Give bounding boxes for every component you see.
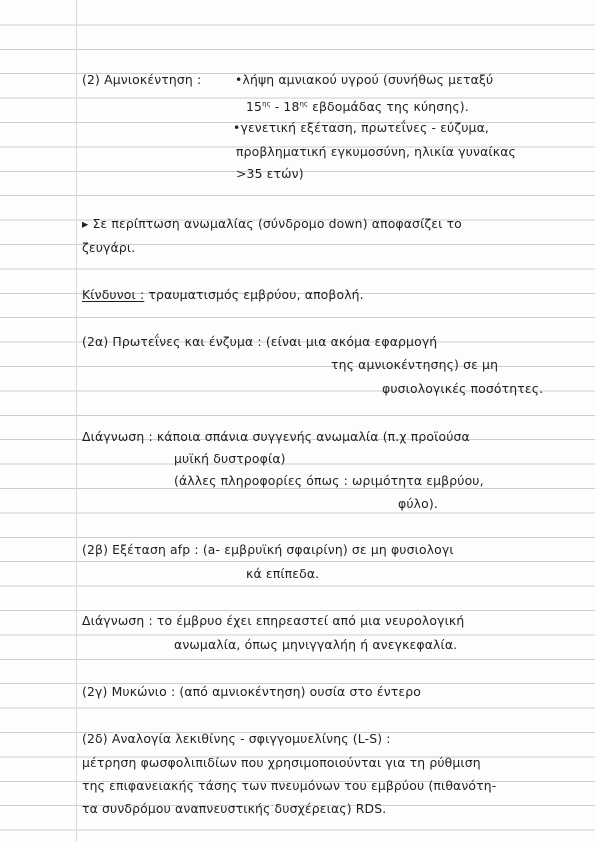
diagnosis-1-line-4: φύλο).	[398, 496, 438, 511]
section-2-item-2-line-2: προβληματική εγκυμοσύνη, ηλικία γυναίκας	[236, 144, 516, 159]
diagnosis-1-line-3: (άλλες πληροφορίες όπως : ωριμότητα εμβρύου,	[174, 473, 484, 488]
diagnosis-1-line-1: Διάγνωση : κάποια σπάνια συγγενής ανωμαλία (π.χ προϊούσα	[82, 429, 470, 444]
section-2d-line-2: μέτρηση φωσφολιπιδίων που χρησιμοποιούνται για τη ρύθμιση	[82, 755, 481, 770]
margin-line	[76, 0, 77, 842]
risks-label: Κίνδυνοι :	[82, 287, 145, 302]
section-2d-line-4: τα συνδρόμου αναπνευστικής δυσχέρειας) RDS.	[82, 801, 387, 816]
diagnosis-1-line-2: μυϊκή δυστροφία)	[174, 451, 286, 466]
section-2a-line-3: φυσιολογικές ποσότητες.	[382, 381, 544, 396]
diagnosis-2-line-1: Διάγνωση : το έμβρυο έχει επηρεαστεί από μια νευρολογική	[82, 613, 465, 628]
section-2-title: (2) Αμνιοκέντηση :	[82, 72, 202, 87]
risks-line	[82, 287, 364, 303]
section-2b-line-2: κά επίπεδα.	[246, 566, 320, 581]
section-2-item-2-line-1: •γενετική εξέταση, πρωτεΐνες - εύζυμα,	[233, 120, 489, 135]
risks-text: τραυματισμός εμβρύου, αποβολή.	[148, 287, 364, 302]
section-2-item-1-line-1: •λήψη αμνιακού υγρού (συνήθως μεταξύ	[235, 72, 494, 87]
section-2b-line-1: (2β) Εξέταση afp : (a- εμβρυϊκή σφαιρίνη) σε μη φυσιολογι	[82, 542, 454, 557]
section-2-item-2-line-3: >35 ετών)	[236, 166, 304, 181]
anomaly-note-line-1: ▸ Σε περίπτωση ανωμαλίας (σύνδρομο down) αποφασίζει το	[82, 216, 462, 231]
section-2g-line: (2γ) Μυκώνιο : (από αμνιοκέντηση) ουσία στο έντερο	[82, 684, 422, 699]
anomaly-note-line-2: ζευγάρι.	[82, 240, 136, 255]
section-2d-line-3: της επιφανειακής τάσης των πνευμόνων του εμβρύου (πιθανότη-	[82, 778, 497, 793]
diagnosis-2-line-2: ανωμαλία, όπως μηνιγγαλήη ή ανεγκεφαλία.	[174, 637, 458, 652]
section-2a-line-1: (2α) Πρωτεΐνες και ένζυμα : (είναι μια ακόμα εφαρμογή	[82, 334, 438, 349]
section-2d-line-1: (2δ) Αναλογία λεκιθίνης - σφιγγομυελίνης (L-S) :	[82, 731, 391, 746]
section-2a-line-2: της αμνιοκέντησης) σε μη	[331, 357, 499, 372]
section-2-item-1-line-2: $15^{\eta\varsigma} - 18^{\eta\varsigma}$ εβδομάδας της κύησης).	[246, 99, 469, 114]
